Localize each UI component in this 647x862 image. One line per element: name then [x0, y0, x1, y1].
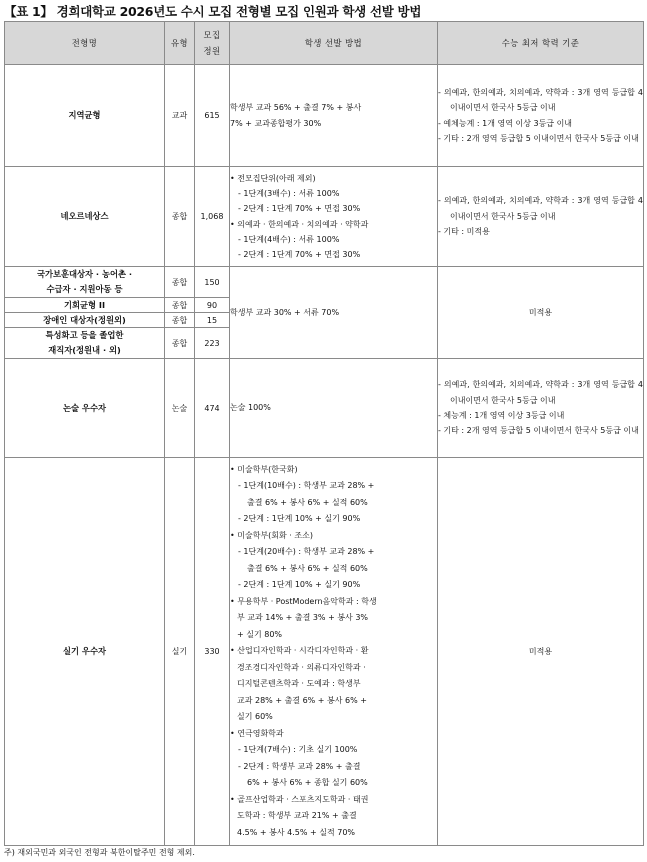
method-line: 실기 60%: [237, 712, 273, 722]
footnote: 주) 재외국민과 외국인 전형과 북한이탈주민 전형 제외.: [4, 848, 195, 857]
row-count: 150: [195, 267, 230, 298]
row-name: 실기 우수자: [5, 458, 165, 846]
method-line: - 1단계(4배수) : 서류 100%: [238, 234, 340, 244]
row-standard: [438, 167, 644, 267]
method-line: 출결 6% + 봉사 6% + 실적 60%: [247, 563, 368, 573]
method-line: • 미술학부(한국화): [230, 464, 298, 474]
standard-item: - 체능계 : 1개 영역 이상 3등급 이내: [438, 411, 565, 420]
method-line: - 2단계 : 1단계 10% + 실기 90%: [238, 514, 361, 524]
method-line: 4.5% + 봉사 4.5% + 실적 70%: [237, 827, 356, 837]
row-name-line: 수급자 · 지원아동 등: [46, 284, 123, 294]
method-line: 출결 6% + 봉사 6% + 실적 60%: [247, 497, 368, 507]
header-method: 학생 선발 방법: [230, 22, 438, 65]
row-type: 실기: [165, 458, 195, 846]
row-type: 종합: [165, 167, 195, 267]
header-type: 유형: [165, 22, 195, 65]
row-standard: 미적용: [438, 458, 644, 846]
method-line: 디지털콘텐츠학과 · 도예과 : 학생부: [237, 679, 361, 689]
method-line: 교과 28% + 출결 6% + 봉사 6% +: [237, 695, 367, 705]
method-line: - 1단계(7배수) : 기초 실기 100%: [238, 745, 358, 755]
method-line: - 1단계(20배수) : 학생부 교과 28% +: [238, 547, 375, 557]
row-count: 615: [195, 65, 230, 167]
method-line: 도학과 : 학생부 교과 21% + 출결: [237, 811, 357, 821]
table-row: [5, 65, 644, 167]
method-line: 학생부 교과 56% + 출결 7% + 봉사: [230, 103, 362, 113]
standard-item: - 기타 : 2개 영역 등급합 5 이내이면서 한국사 5등급 이내: [438, 426, 639, 436]
row-type: 종합: [165, 267, 195, 298]
row-name: 장애인 대상자(정원외): [5, 313, 165, 328]
row-name-line: 특성화고 등을 졸업한: [45, 330, 124, 340]
row-method: 논술 100%: [230, 359, 438, 458]
method-line: - 1단계(10배수) : 학생부 교과 28% +: [238, 481, 375, 491]
standard-item: - 예체능계 : 1개 영역 이상 3등급 이내: [438, 118, 573, 128]
group-standard: 미적용: [438, 267, 644, 359]
row-name: 기회균형 II: [5, 298, 165, 313]
header-count-line2: 정원: [203, 46, 221, 56]
row-name: [5, 267, 165, 298]
row-count: 330: [195, 458, 230, 846]
standard-item: - 의예과, 한의예과, 치의예과, 약학과 : 3개 영역 등급합 4 이내이면서 한국사 5등급 이내: [438, 380, 643, 405]
method-line: • 골프산업학과 · 스포츠지도학과 · 태권: [230, 794, 369, 804]
row-type: 종합: [165, 298, 195, 313]
row-count: 474: [195, 359, 230, 458]
method-line: • 무용학부 · PostModern음악학과 : 학생: [230, 596, 377, 606]
method-line: 6% + 봉사 6% + 종합 실기 60%: [247, 778, 368, 788]
table-title: 【표 1】 경희대학교 2026년도 수시 모집 전형별 모집 인원과 학생 선발 방법: [4, 4, 422, 19]
table-row: [5, 267, 644, 298]
header-count-line1: 모집: [203, 30, 221, 40]
row-type: 종합: [165, 313, 195, 328]
method-line: - 2단계 : 학생부 교과 28% + 출결: [238, 761, 361, 771]
row-type: 종합: [165, 328, 195, 359]
row-type: 논술: [165, 359, 195, 458]
method-line: - 1단계(3배수) : 서류 100%: [238, 189, 340, 199]
group-method: 학생부 교과 30% + 서류 70%: [230, 267, 438, 359]
row-method: [230, 458, 438, 846]
table-row: [5, 167, 644, 267]
row-count: 90: [195, 298, 230, 313]
row-standard: [438, 359, 644, 458]
standard-item: - 기타 : 2개 영역 등급합 5 이내이면서 한국사 5등급 이내: [438, 133, 639, 143]
row-count: 223: [195, 328, 230, 359]
row-name-line: 국가보훈대상자 · 농어촌 ·: [36, 269, 133, 279]
row-name-line: 재직자(정원내 · 외): [48, 345, 121, 355]
method-line: • 의예과 · 한의예과 · 치의예과 · 약학과: [230, 219, 369, 229]
standard-item: - 의예과, 한의예과, 치의예과, 약학과 : 3개 영역 등급합 4 이내이면서 한국사 5등급 이내: [438, 196, 643, 221]
standard-item: - 의예과, 한의예과, 치의예과, 약학과 : 3개 영역 등급합 4 이내이면서 한국사 5등급 이내: [438, 87, 643, 113]
row-name: 네오르네상스: [5, 167, 165, 267]
method-line: • 산업디자인학과 · 시각디자인학과 · 환: [230, 646, 369, 656]
method-line: - 2단계 : 1단계 10% + 실기 90%: [238, 580, 361, 590]
method-line: - 2단계 : 1단계 70% + 면접 30%: [238, 249, 361, 259]
table-row: [5, 458, 644, 846]
standard-item: - 기타 : 미적용: [438, 227, 490, 237]
header-name: 전형명: [5, 22, 165, 65]
row-method: [230, 167, 438, 267]
method-line: • 연극영화학과: [230, 728, 284, 738]
row-count: 1,068: [195, 167, 230, 267]
method-line: • 전모집단위(아래 제외): [230, 173, 316, 183]
method-line: 7% + 교과종합평가 30%: [230, 118, 322, 128]
table-row: [5, 359, 644, 458]
method-line: + 실기 80%: [237, 629, 283, 639]
row-name: 논술 우수자: [5, 359, 165, 458]
row-count: 15: [195, 313, 230, 328]
header-count: [195, 22, 230, 65]
row-name: [5, 328, 165, 359]
row-name: 지역균형: [5, 65, 165, 167]
method-line: 부 교과 14% + 출결 3% + 봉사 3%: [237, 613, 369, 623]
header-standard: 수능 최저 학력 기준: [438, 22, 644, 65]
header-row: [5, 22, 644, 65]
row-standard: [438, 65, 644, 167]
method-line: 경조경디자인학과 · 의류디자인학과 ·: [237, 662, 366, 672]
method-line: - 2단계 : 1단계 70% + 면접 30%: [238, 204, 361, 214]
row-method: [230, 65, 438, 167]
admission-table: [4, 21, 644, 846]
method-line: • 미술학부(회화 · 조소): [230, 530, 313, 540]
row-type: 교과: [165, 65, 195, 167]
